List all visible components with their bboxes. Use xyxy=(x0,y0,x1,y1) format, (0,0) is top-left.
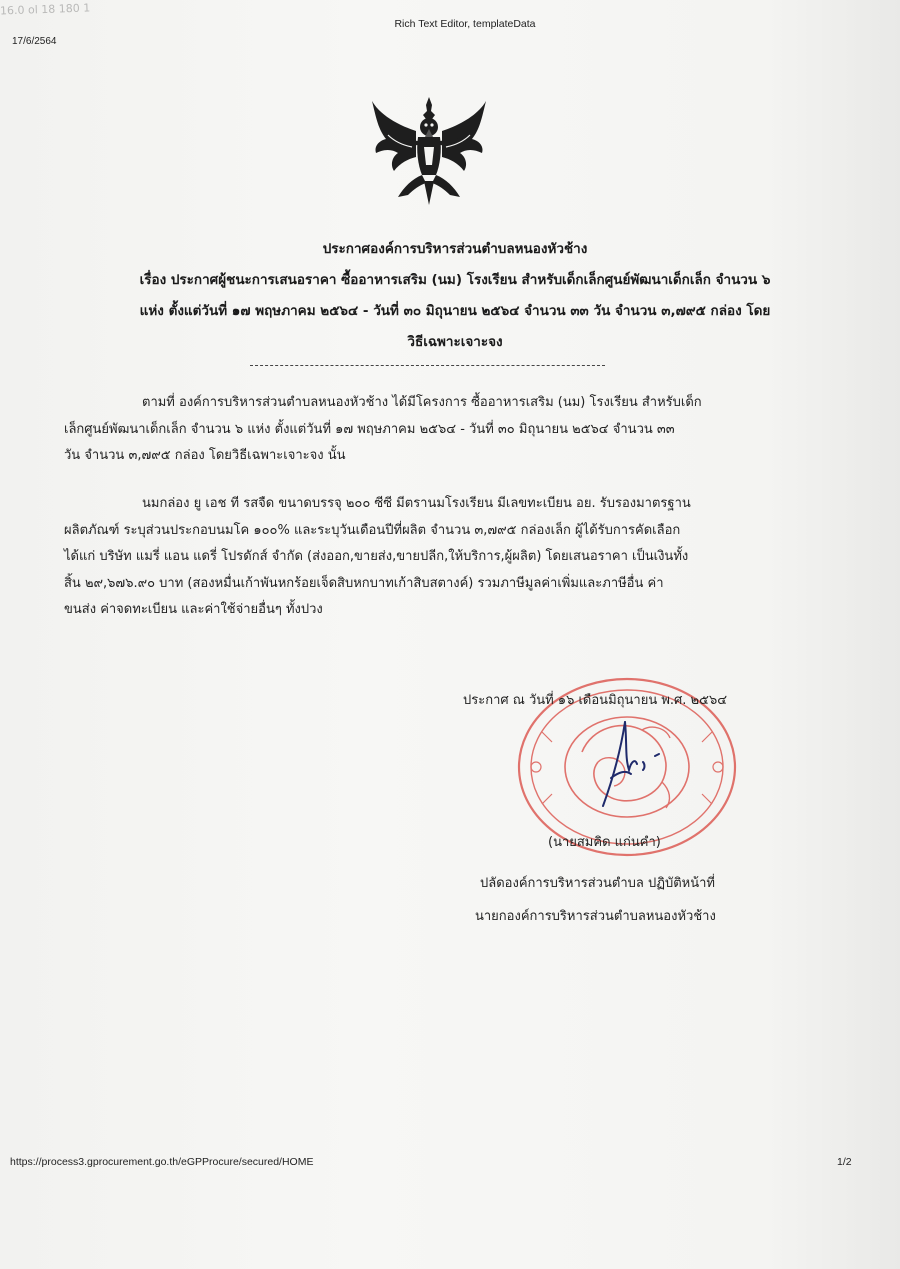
print-date: 17/6/2564 xyxy=(12,36,57,47)
paragraph-line: ได้แก่ บริษัท แมรี่ แอน แดรี่ โปรดักส์ จำกัด (ส่งออก,ขายส่ง,ขายปลีก,ให้บริการ,ผู้ผลิต) โดยเสนอราคา เป็นเงินทั้ง xyxy=(64,549,689,565)
paragraph-line: วัน จำนวน ๓,๗๙๕ กล่อง โดยวิธีเฉพาะเจาะจง นั้น xyxy=(64,448,346,464)
paragraph-line: สิ้น ๒๙,๖๗๖.๙๐ บาท (สองหมื่นเก้าพันหกร้อยเจ็ดสิบหกบาทเก้าสิบสตางค์) รวมภาษีมูลค่าเพิ่มและภาษีอื่น ค่า xyxy=(64,575,664,591)
paragraph-award xyxy=(64,491,824,624)
title-line: แห่ง ตั้งแต่วันที่ ๑๗ พฤษภาคม ๒๕๖๔ - วันที่ ๓๐ มิถุนายน ๒๕๖๔ จำนวน ๓๓ วัน จำนวน ๓,๗๙๕ กล่อง โดย xyxy=(139,303,771,319)
title-line: ประกาศองค์การบริหารส่วนตำบลหนองหัวช้าง xyxy=(322,241,588,257)
print-footer-url: https://process3.gprocurement.go.th/eGPProcure/secured/HOME xyxy=(10,1156,314,1168)
paragraph-line: นมกล่อง ยู เอช ที รสจืด ขนาดบรรจุ ๒๐๐ ซีซี มีตรานมโรงเรียน มีเลขทะเบียน อย. รับรองมาตรฐาน xyxy=(142,496,691,511)
paragraph-line: เล็กศูนย์พัฒนาเด็กเล็ก จำนวน ๖ แห่ง ตั้งแต่วันที่ ๑๗ พฤษภาคม ๒๕๖๔ - วันที่ ๓๐ มิถุนายน ๒๕๖๔ จำนวน ๓๓ xyxy=(64,421,675,437)
signer-organization: นายกองค์การบริหารส่วนตำบลหนองหัวช้าง xyxy=(475,909,716,924)
paragraph-intro xyxy=(64,390,824,470)
title-line: เรื่อง ประกาศผู้ชนะการเสนอราคา ซื้ออาหารเสริม (นม) โรงเรียน สำหรับเด็กเล็กศูนย์พัฒนาเด็กเล็ก จำนวน ๖ xyxy=(139,272,771,288)
print-header-title: Rich Text Editor, templateData xyxy=(394,18,536,30)
paragraph-line: ตามที่ องค์การบริหารส่วนตำบลหนองหัวช้าง ได้มีโครงการ ซื้ออาหารเสริม (นม) โรงเรียน สำหรับเด็ก xyxy=(142,395,702,410)
bleed-through-text: 16.0 ol 18 180 1 xyxy=(0,1,91,18)
title-line: วิธีเฉพาะเจาะจง xyxy=(407,334,503,350)
signer-role: ปลัดองค์การบริหารส่วนตำบล ปฏิบัติหน้าที่ xyxy=(480,876,715,891)
paragraph-line: ผลิตภัณฑ์ ระบุส่วนประกอบนมโค ๑๐๐% และระบุวันเดือนปีที่ผลิต จำนวน ๓,๗๙๕ กล่องเล็ก ผู้ได้รับการคัดเลือก xyxy=(64,522,681,538)
signer-name: (นายสมคิด แก่นคำ) xyxy=(548,835,661,850)
handwritten-signature-icon xyxy=(585,718,675,813)
garuda-emblem-icon xyxy=(368,95,490,207)
print-footer-page-number: 1/2 xyxy=(837,1156,852,1168)
title-divider xyxy=(250,365,605,366)
announcement-title xyxy=(40,234,870,358)
announcement-date: ประกาศ ณ วันที่ ๑๖ เดือนมิถุนายน พ.ศ. ๒๕๖๔ xyxy=(463,693,728,708)
paragraph-line: ขนส่ง ค่าจดทะเบียน และค่าใช้จ่ายอื่นๆ ทั้งปวง xyxy=(64,602,323,618)
